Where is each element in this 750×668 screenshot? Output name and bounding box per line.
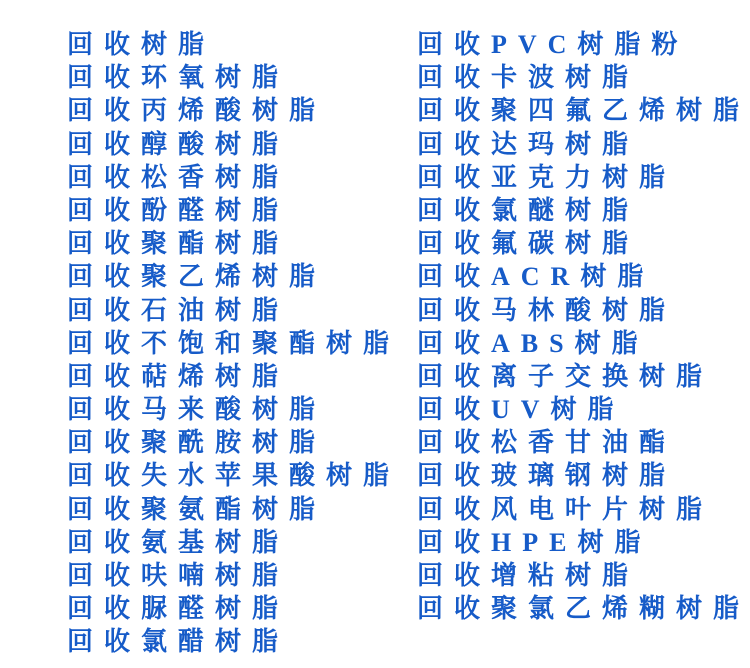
resin-item[interactable]: 回收增粘树脂: [417, 561, 640, 590]
resin-item[interactable]: 回收聚氯乙烯糊树脂: [417, 594, 750, 624]
resin-item[interactable]: 回收亚克力树脂: [417, 162, 677, 192]
resin-item[interactable]: 回收ACR树脂: [417, 262, 655, 292]
resin-item[interactable]: 回收马林酸树脂: [417, 295, 677, 325]
resin-list-right: [417, 28, 750, 625]
resin-item[interactable]: 回收卡波树脂: [417, 63, 640, 93]
resin-item[interactable]: 回收呋喃树脂: [67, 561, 290, 590]
resin-item[interactable]: 回收脲醛树脂: [67, 594, 290, 624]
resin-item[interactable]: 回收PVC树脂粉: [417, 30, 689, 59]
resin-item[interactable]: 回收石油树脂: [67, 295, 290, 325]
resin-item[interactable]: 回收氟碳树脂: [417, 229, 640, 259]
resin-item[interactable]: 回收聚酯树脂: [67, 229, 290, 259]
resin-item[interactable]: 回收马来酸树脂: [67, 395, 327, 425]
resin-item[interactable]: 回收松香甘油酯: [417, 428, 677, 458]
resin-item[interactable]: 回收风电叶片树脂: [417, 494, 714, 524]
resin-item[interactable]: 回收达玛树脂: [417, 129, 640, 159]
resin-item[interactable]: 回收离子交换树脂: [417, 361, 714, 391]
resin-item[interactable]: 回收氯醚树脂: [417, 195, 640, 225]
resin-item[interactable]: 回收酚醛树脂: [67, 195, 290, 225]
resin-item[interactable]: 回收树脂: [67, 30, 216, 59]
resin-item[interactable]: 回收丙烯酸树脂: [67, 96, 327, 126]
resin-item[interactable]: 回收氨基树脂: [67, 527, 290, 557]
resin-item[interactable]: 回收失水苹果酸树脂: [67, 461, 401, 491]
resin-item[interactable]: 回收不饱和聚酯树脂: [67, 328, 401, 358]
resin-item[interactable]: 回收松香树脂: [67, 162, 290, 192]
resin-item[interactable]: 回收醇酸树脂: [67, 129, 290, 159]
resin-item[interactable]: 回收聚氨酯树脂: [67, 494, 327, 524]
resin-item[interactable]: 回收聚乙烯树脂: [67, 262, 327, 292]
resin-item[interactable]: 回收氯醋树脂: [67, 627, 290, 657]
resin-item[interactable]: 回收聚酰胺树脂: [67, 428, 327, 458]
resin-item[interactable]: 回收HPE树脂: [417, 527, 652, 557]
resin-item[interactable]: 回收玻璃钢树脂: [417, 461, 677, 491]
resin-list-left: [67, 28, 400, 659]
resin-item[interactable]: 回收聚四氟乙烯树脂: [417, 96, 750, 126]
resin-item[interactable]: 回收ABS树脂: [417, 328, 649, 358]
resin-item[interactable]: 回收萜烯树脂: [67, 361, 290, 391]
resin-item[interactable]: 回收UV树脂: [417, 395, 625, 425]
resin-item[interactable]: 回收环氧树脂: [67, 63, 290, 93]
